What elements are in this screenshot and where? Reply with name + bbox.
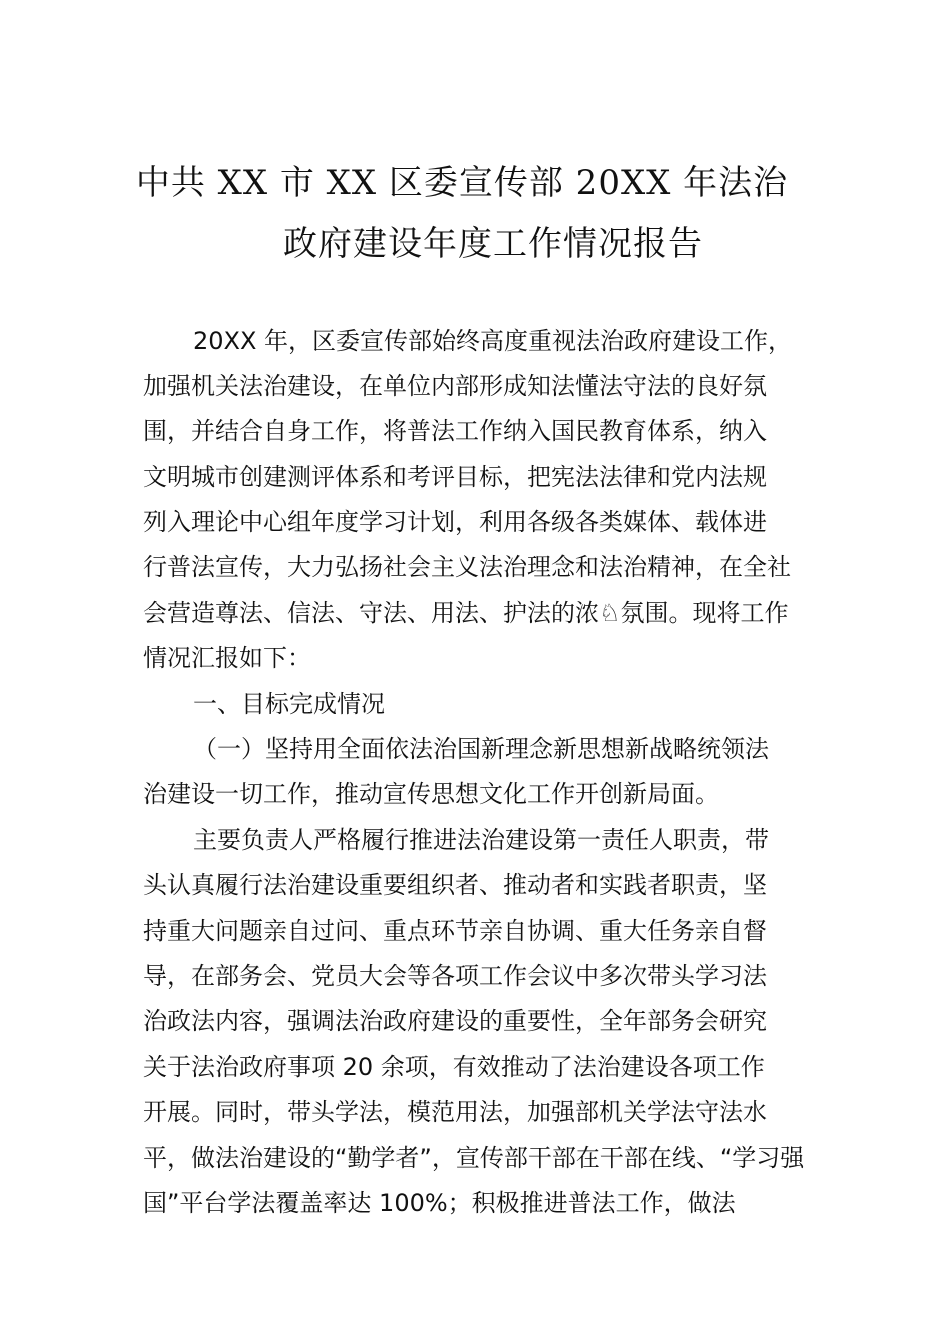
body-line: 文明城市创建测评体系和考评目标，把宪法法律和党内法规 — [143, 463, 767, 491]
body-line: 导，在部务会、党员大会等各项工作会议中多次带头学习法 — [143, 962, 767, 990]
section-heading: 一、目标完成情况 — [193, 690, 385, 718]
body-line: 情况汇报如下： — [143, 644, 311, 672]
body-line: 会营造尊法、信法、守法、用法、护法的浓♘氛围。现将工作 — [143, 599, 789, 627]
body-line: 关于法治政府事项 20 余项，有效推动了法治建设各项工作 — [143, 1053, 765, 1081]
body-line: 治政法内容，强调法治政府建设的重要性，全年部务会研究 — [143, 1007, 767, 1035]
document-title-line-2: 政府建设年度工作情况报告 — [283, 224, 703, 264]
body-line: 行普法宣传，大力弘扬社会主义法治理念和法治精神，在全社 — [143, 553, 791, 581]
body-line: 20XX 年，区委宣传部始终高度重视法治政府建设工作， — [193, 327, 793, 355]
document-title-line-1: 中共 XX 市 XX 区委宣传部 20XX 年法治 — [135, 163, 789, 203]
body-line: 平，做法治建设的“勤学者”，宣传部干部在干部在线、“学习强 — [143, 1144, 805, 1172]
body-line: 开展。同时，带头学法，模范用法，加强部机关学法守法水 — [143, 1098, 767, 1126]
body-line: 加强机关法治建设，在单位内部形成知法懂法守法的良好氛 — [143, 372, 767, 400]
body-line: 持重大问题亲自过问、重点环节亲自协调、重大任务亲自督 — [143, 917, 767, 945]
body-line: 头认真履行法治建设重要组织者、推动者和实践者职责，坚 — [143, 871, 767, 899]
body-line: 治建设一切工作，推动宣传思想文化工作开创新局面。 — [143, 780, 719, 808]
body-line: 国”平台学法覆盖率达 100%；积极推进普法工作，做法 — [143, 1189, 736, 1217]
body-line: 主要负责人严格履行推进法治建设第一责任人职责，带 — [193, 826, 769, 854]
subsection-heading: （一）坚持用全面依法治国新理念新思想新战略统领法 — [193, 735, 769, 763]
body-line: 围，并结合自身工作，将普法工作纳入国民教育体系，纳入 — [143, 417, 767, 445]
body-line: 列入理论中心组年度学习计划，利用各级各类媒体、载体进 — [143, 508, 767, 536]
